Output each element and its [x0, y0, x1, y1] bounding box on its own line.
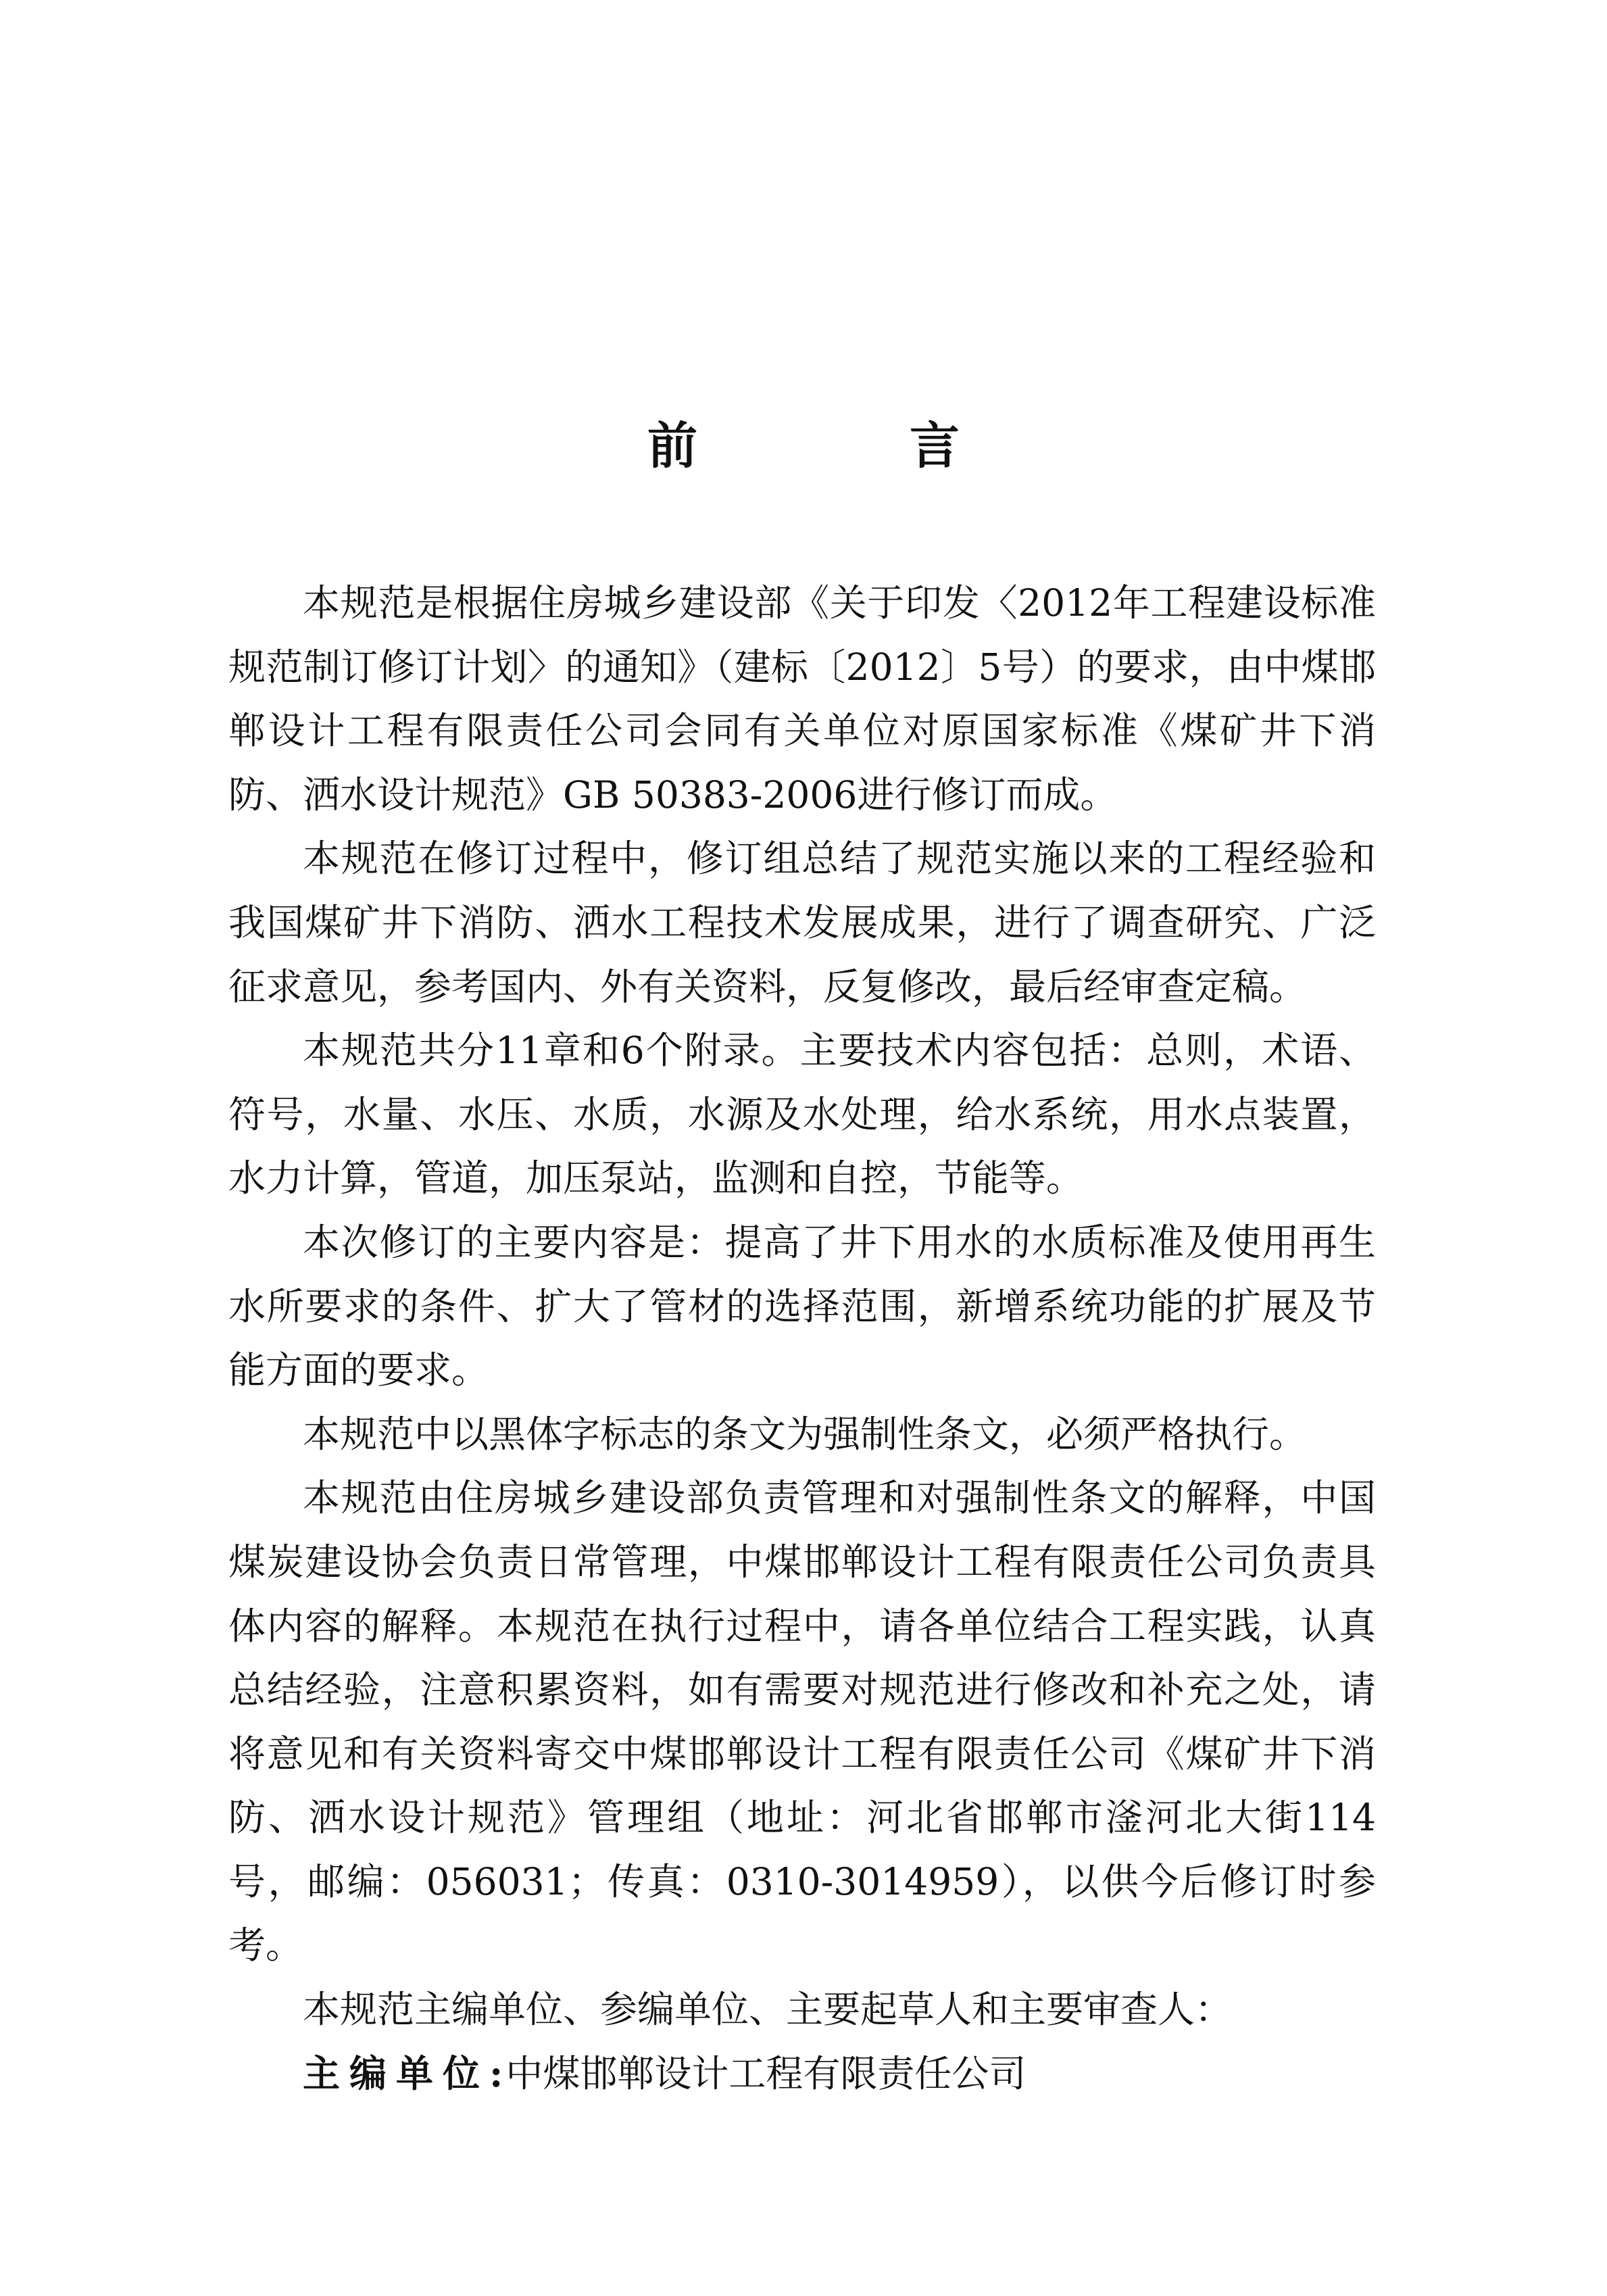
paragraph-contributors-intro: 本规范主编单位、参编单位、主要起草人和主要审查人： [303, 1988, 1233, 2032]
paragraph-management: 本规范由住房城乡建设部负责管理和对强制性条文的解释，中国煤炭建设协会负责日常管理，中煤邯郸设计工程有限责任公司负责具体内容的解释。本规范在执行过程中，请各单位结合工程实践，认真总结经验，注意积累资料，如有需要对规范进行修改和补充之处，请将意见和有关资料寄交中煤邯郸设计工程有限责任公司《煤矿井下消防、洒水设计规范》管理组（地址：河北省邯郸市滏河北大街114号，邮编：056031；传真：0310-3014959），以供今后修订时参考。 [228, 1476, 1376, 1968]
body-text [228, 571, 1376, 2105]
chief-editor-line [228, 2042, 1376, 2106]
chief-editor-value: 中煤邯郸设计工程有限责任公司 [505, 2051, 1027, 2095]
paragraph-main-content: 本规范共分11章和6个附录。主要技术内容包括：总则，术语、符号，水量、水压、水质，水源及水处理，给水系统，用水点装置，水力计算，管道，加压泵站，监测和自控，节能等。 [228, 1029, 1376, 1200]
page-title: 前 言 [647, 417, 1041, 475]
chief-editor-separator: : [489, 2051, 503, 2095]
paragraph-revision-basis: 本规范是根据住房城乡建设部《关于印发〈2012年工程建设标准规范制订修订计划〉的通知》（建标〔2012〕5号）的要求，由中煤邯郸设计工程有限责任公司会同有关单位对原国家标准《煤矿井下消防、洒水设计规范》GB 50383-2006进行修订而成。 [228, 581, 1376, 816]
paragraph-revision-process: 本规范在修订过程中，修订组总结了规范实施以来的工程经验和我国煤矿井下消防、洒水工程技术发展成果，进行了调查研究、广泛征求意见，参考国内、外有关资料，反复修改，最后经审查定稿。 [228, 837, 1376, 1008]
chief-editor-label: 主编单位 [303, 2051, 490, 2095]
paragraph-mandatory-clauses: 本规范中以黑体字标志的条文为强制性条文，必须严格执行。 [303, 1412, 1307, 1456]
paragraph-revision-changes: 本次修订的主要内容是：提高了井下用水的水质标准及使用再生水所要求的条件、扩大了管材的选择范围，新增系统功能的扩展及节能方面的要求。 [228, 1220, 1376, 1392]
